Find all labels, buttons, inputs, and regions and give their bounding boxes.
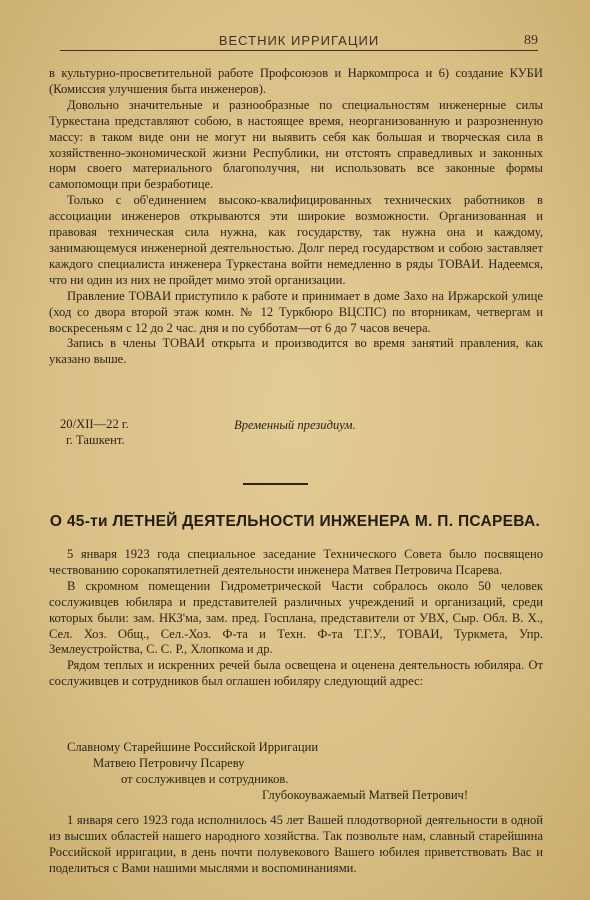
signature: Временный президиум. (234, 418, 356, 432)
date-line: 20/XII—22 г. (60, 417, 129, 431)
address-line: от сослуживцев и сотрудников. (121, 772, 289, 786)
paragraph: Правление ТОВАИ приступило к работе и принимает в доме Захо на Иржарской улице (ход со двора второй этаж комн. № 12 Туркбюро ВЦСПС) по вторникам, четвергам и воскресеньям с 12 до 2 час. дня и по субботам—от 6 до 7 часов вечера. (49, 288, 543, 335)
page-number: 89 (524, 33, 538, 48)
paragraph: 5 января 1923 года специальное заседание Технического Совета было посвящено чествованию сорокапятилетней деятельности инженера Матвея Петровича Псарева. (49, 547, 543, 577)
paragraph: В скромном помещении Гидрометрической Части собралось около 50 человек сослуживцев юбиляра и представителей различных учреждений и организаций, среди которых были: зам. НКЗ'ма, зам. пред. Госплана, представители от УВХ, Сыр. Обл. В. Х., Сел. Хоз. Общ., Сел.-Хоз. Ф-та и Техн. Ф-та Т.Г.У., ТОВАИ, Туркмета, Упр. Землеустройства, С. С. Р., Хлопкома и др. (49, 578, 543, 657)
section-psarev-address (49, 813, 543, 877)
address-line: Матвею Петровичу Псареву (93, 756, 245, 770)
article-title: О 45-ти ЛЕТНЕЙ ДЕЯТЕЛЬНОСТИ ИНЖЕНЕРА М. П. ПСАРЕВА. (49, 513, 541, 530)
page-header (60, 33, 538, 51)
address-line: Глубокоуважаемый Матвей Петрович! (262, 788, 469, 802)
paragraph: в культурно-просветительной работе Профсоюзов и Наркомпроса и 6) создание КУБИ (Комиссия улучшения быта инженеров). (49, 66, 543, 96)
place-line: г. Ташкент. (66, 433, 125, 447)
running-head: ВЕСТНИК ИРРИГАЦИИ (218, 33, 380, 48)
section-psarev (49, 547, 543, 690)
paragraph: Только с об'единением высоко-квалифицированных технических работников в ассоциации инженеров открываются эти широкие возможности. Организованная и правовая техническая сила нужна, как государству, так нужна она и каждому, занимающемуся инженерной деятельностью. Долг перед государством и собою заставляет каждого специалиста инженера Туркестана войти немедленно в ряды ТОВАИ. Надеемся, что ни один из них не пройдет мимо этой организации. (49, 193, 543, 287)
section-divider (243, 483, 308, 485)
paragraph: Довольно значительные и разнообразные по специальностям инженерные силы Туркестана представляют собою, в настоящее время, неорганизованную и разрозненную массу: в таком виде они не могут ни выявить себя как большая и творческая сила в хозяйственно-экономической жизни Республики, ни отстоять справедливых и законных норм своего материального благополучия, ни использовать все законные формы самопомощи при безработице. (49, 97, 543, 192)
paragraph: 1 января сего 1923 года исполнилось 45 лет Вашей плодотворной деятельности в одной из высших областей нашего народного хозяйства. Так позвольте нам, славный старейшина Российской ирригации, в день почти полувекового Вашего юбилея приветствовать Вас и поделиться с Вами нашими мыслями и воспоминаниями. (49, 813, 543, 875)
paragraph: Запись в члены ТОВАИ открыта и производится во время занятий правления, как указано выше. (49, 336, 543, 367)
paragraph: Рядом теплых и искренних речей была освещена и оценена деятельность юбиляра. От сослуживцев и сотрудников был оглашен юбиляру следующий адрес: (49, 658, 543, 689)
section-tovai (49, 66, 543, 368)
address-line: Славному Старейшине Российской Ирригации (67, 740, 319, 754)
